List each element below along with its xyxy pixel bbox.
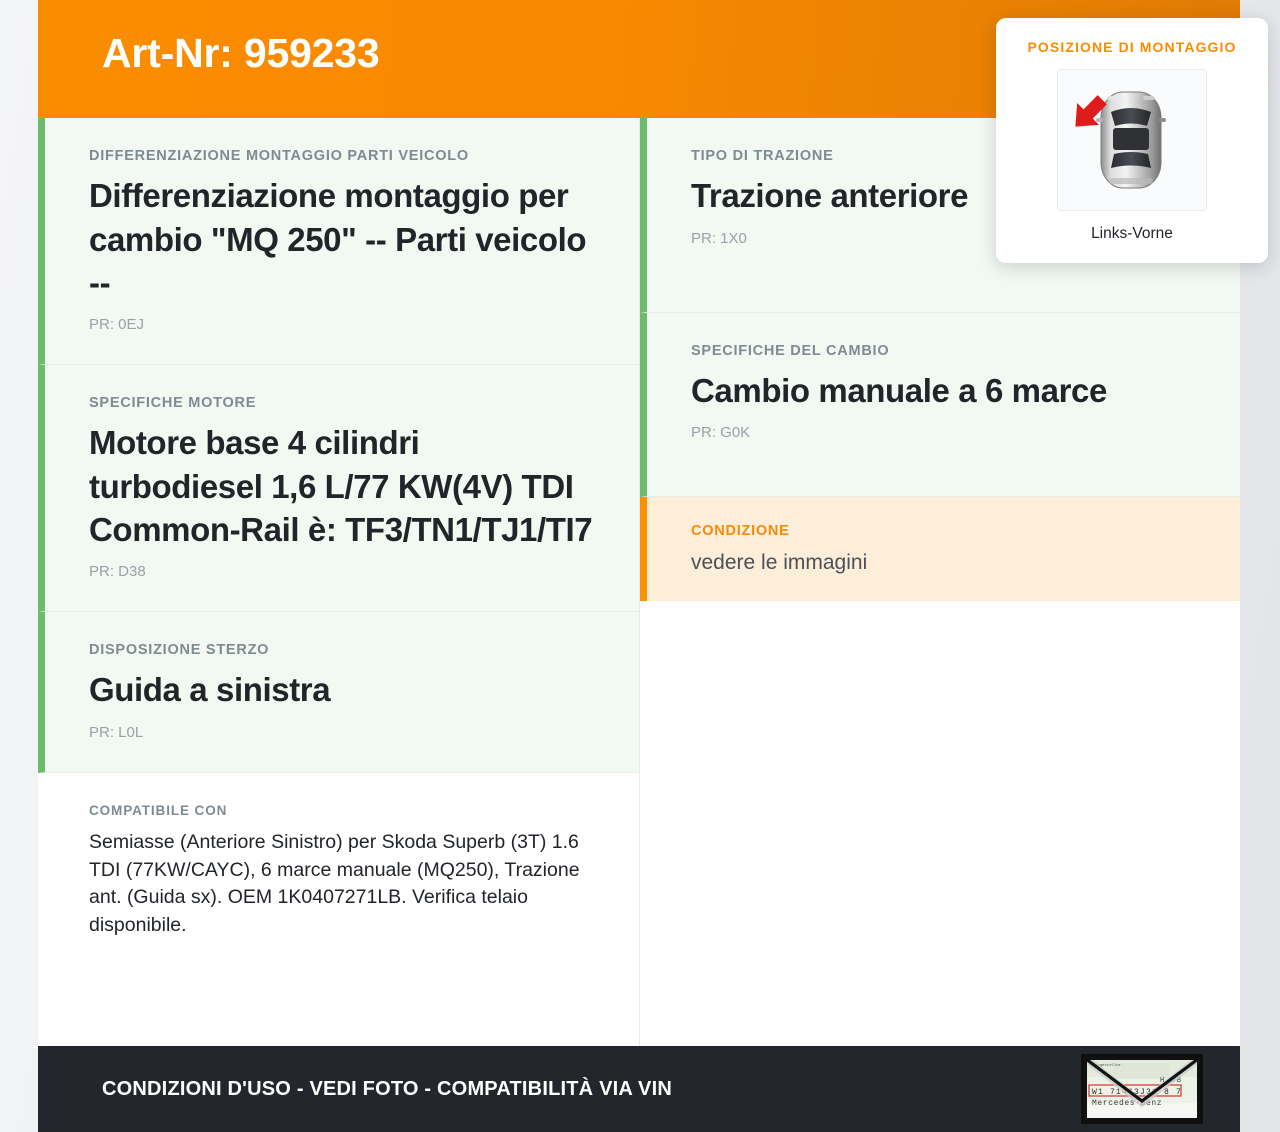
spec-label: DIFFERENZIAZIONE MONTAGGIO PARTI VEICOLO	[89, 148, 469, 164]
spec-label: TIPO DI TRAZIONE	[691, 148, 834, 164]
footer-text: CONDIZIONI D'USO - VEDI FOTO - COMPATIBILITÀ VIA VIN	[102, 1077, 672, 1100]
spec-value: Cambio manuale a 6 marce	[691, 372, 1107, 409]
compatibility-label: COMPATIBILE CON	[89, 802, 228, 818]
condition-value: vedere le immagini	[691, 550, 868, 574]
spec-value: Trazione anteriore	[691, 177, 969, 215]
spec-value: Motore base 4 cilindri turbodiesel 1,6 L/77 KW(4V) TDI Common-Rail è: TF3/TN1/TJ1/TI7	[89, 424, 593, 548]
spec-pr-code: PR: G0K	[691, 424, 751, 442]
mounting-position-title: POSIZIONE DI MONTAGGIO	[1027, 39, 1237, 55]
spec-pr-code: PR: 1X0	[691, 229, 747, 247]
spec-label: SPECIFICHE MOTORE	[89, 395, 257, 412]
spec-value: Guida a sinistra	[89, 671, 331, 709]
compatibility-text: Semiasse (Anteriore Sinistro) per Skoda Superb (3T) 1.6 TDI (77KW/CAYC), 6 marce manuale (MQ250), Trazione ant. (Guida sx). OEM 1K0407271LB. Verifica telaio disponibile.	[89, 830, 580, 936]
compatibility-block	[38, 773, 639, 970]
spec-value: Differenziazione montaggio per cambio "MQ 250" -- Parti veicolo --	[89, 177, 587, 301]
spec-item	[38, 365, 639, 612]
spec-pr-code: PR: 0EJ	[89, 316, 145, 334]
vehicle-registration-envelope-icon	[1081, 1054, 1203, 1124]
svg-text:H A/B: H A/B	[1160, 1077, 1182, 1085]
car-top-view-with-arrow-icon	[1057, 69, 1207, 211]
spec-item	[38, 118, 639, 365]
footer-bar	[38, 1046, 1240, 1132]
spec-pr-code: PR: D38	[89, 563, 146, 581]
condition-label: CONDIZIONE	[691, 523, 790, 540]
svg-text:Fahrgestellnr.: Fahrgestellnr.	[1090, 1064, 1124, 1068]
svg-text:W1 71463J31 8 7: W1 71463J31 8 7	[1092, 1088, 1183, 1097]
spec-item	[640, 313, 1240, 498]
product-spec-sheet	[38, 0, 1240, 1132]
spec-label: DISPOSIZIONE STERZO	[89, 642, 270, 659]
spec-pr-code: PR: L0L	[89, 723, 144, 741]
condition-block	[640, 497, 1240, 601]
left-column	[38, 118, 640, 1046]
mounting-position-caption: Links-Vorne	[1091, 225, 1173, 242]
svg-text:Mercedes-Benz: Mercedes-Benz	[1092, 1099, 1163, 1108]
mounting-position-card	[996, 18, 1268, 263]
spec-item	[38, 612, 639, 773]
spec-label: SPECIFICHE DEL CAMBIO	[691, 342, 890, 359]
page-title: Art-Nr: 959233	[102, 30, 380, 76]
